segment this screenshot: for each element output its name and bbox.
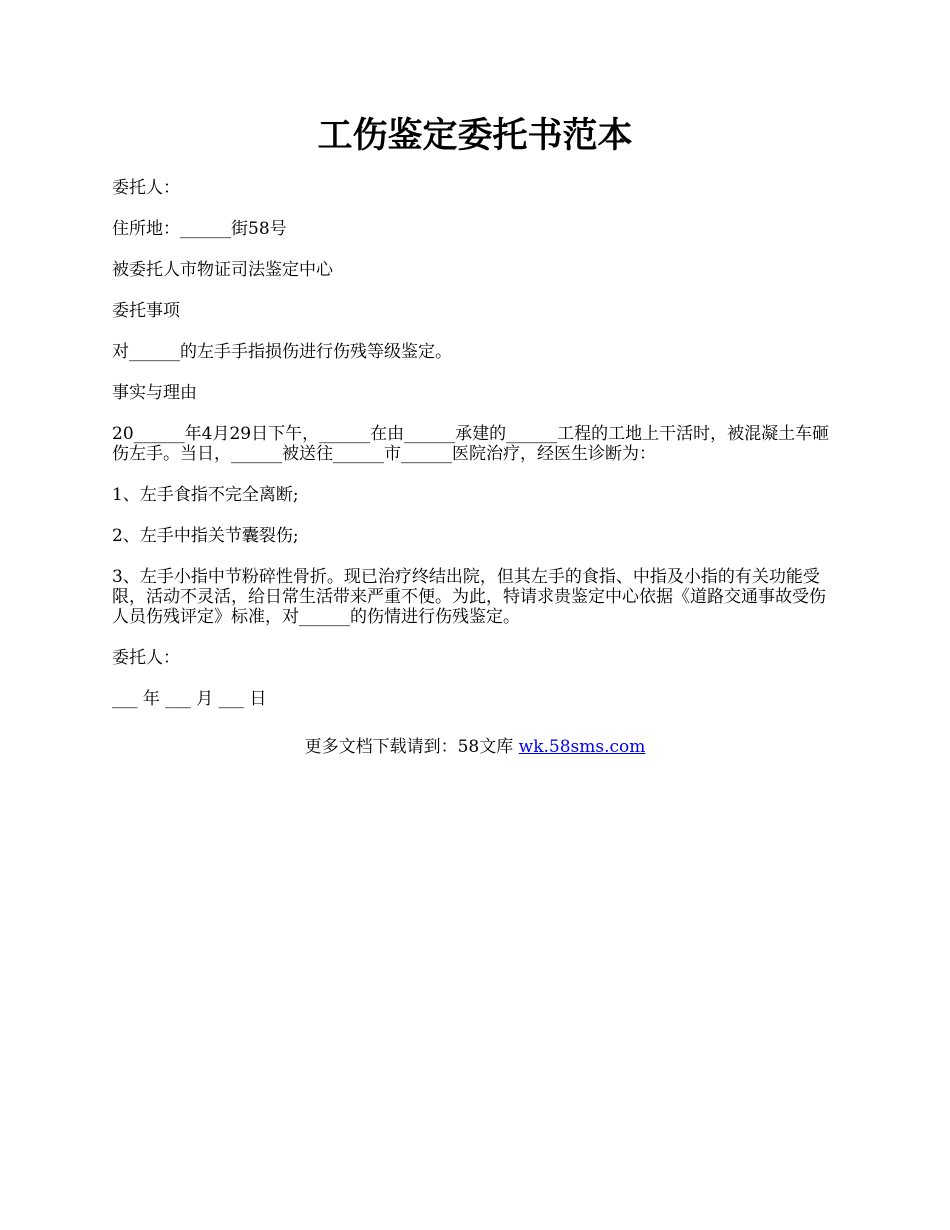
paragraph-matter-heading: 委托事项 <box>112 301 180 321</box>
paragraph-principal: 委托人： <box>112 178 180 198</box>
paragraph-diagnosis-1: 1、左手食指不完全离断; <box>112 485 299 505</box>
document-title: 工伤鉴定委托书范本 <box>317 115 633 156</box>
paragraph-date: ___ 年 ___ 月 ___ 日 <box>112 689 267 709</box>
paragraph-matter: 对______的左手手指损伤进行伤残等级鉴定。 <box>112 342 452 362</box>
document-body <box>112 178 842 730</box>
paragraph-address: 住所地：______街58号 <box>112 219 287 239</box>
paragraph-principal-signature: 委托人： <box>112 648 180 668</box>
paragraph-facts: 20______年4月29日下午，______在由______承建的______工程的工地上干活时，被混凝土车砸伤左手。当日，______被送往______市______医院治疗，经医生诊断为： <box>112 424 830 464</box>
paragraph-facts-heading: 事实与理由 <box>112 383 197 403</box>
footer-link[interactable]: wk.58sms.com <box>518 737 646 757</box>
footer <box>0 736 950 758</box>
footer-text: 更多文档下载请到：58文库 <box>304 737 519 757</box>
paragraph-entrusted-party: 被委托人市物证司法鉴定中心 <box>112 260 333 280</box>
paragraph-diagnosis-2: 2、左手中指关节囊裂伤; <box>112 526 299 546</box>
paragraph-diagnosis-3: 3、左手小指中节粉碎性骨折。现已治疗终结出院，但其左手的食指、中指及小指的有关功能受限，活动不灵活，给日常生活带来严重不便。为此，特请求贵鉴定中心依据《道路交通事故受伤人员伤残评定》标准，对______的伤情进行伤残鉴定。 <box>112 567 826 627</box>
